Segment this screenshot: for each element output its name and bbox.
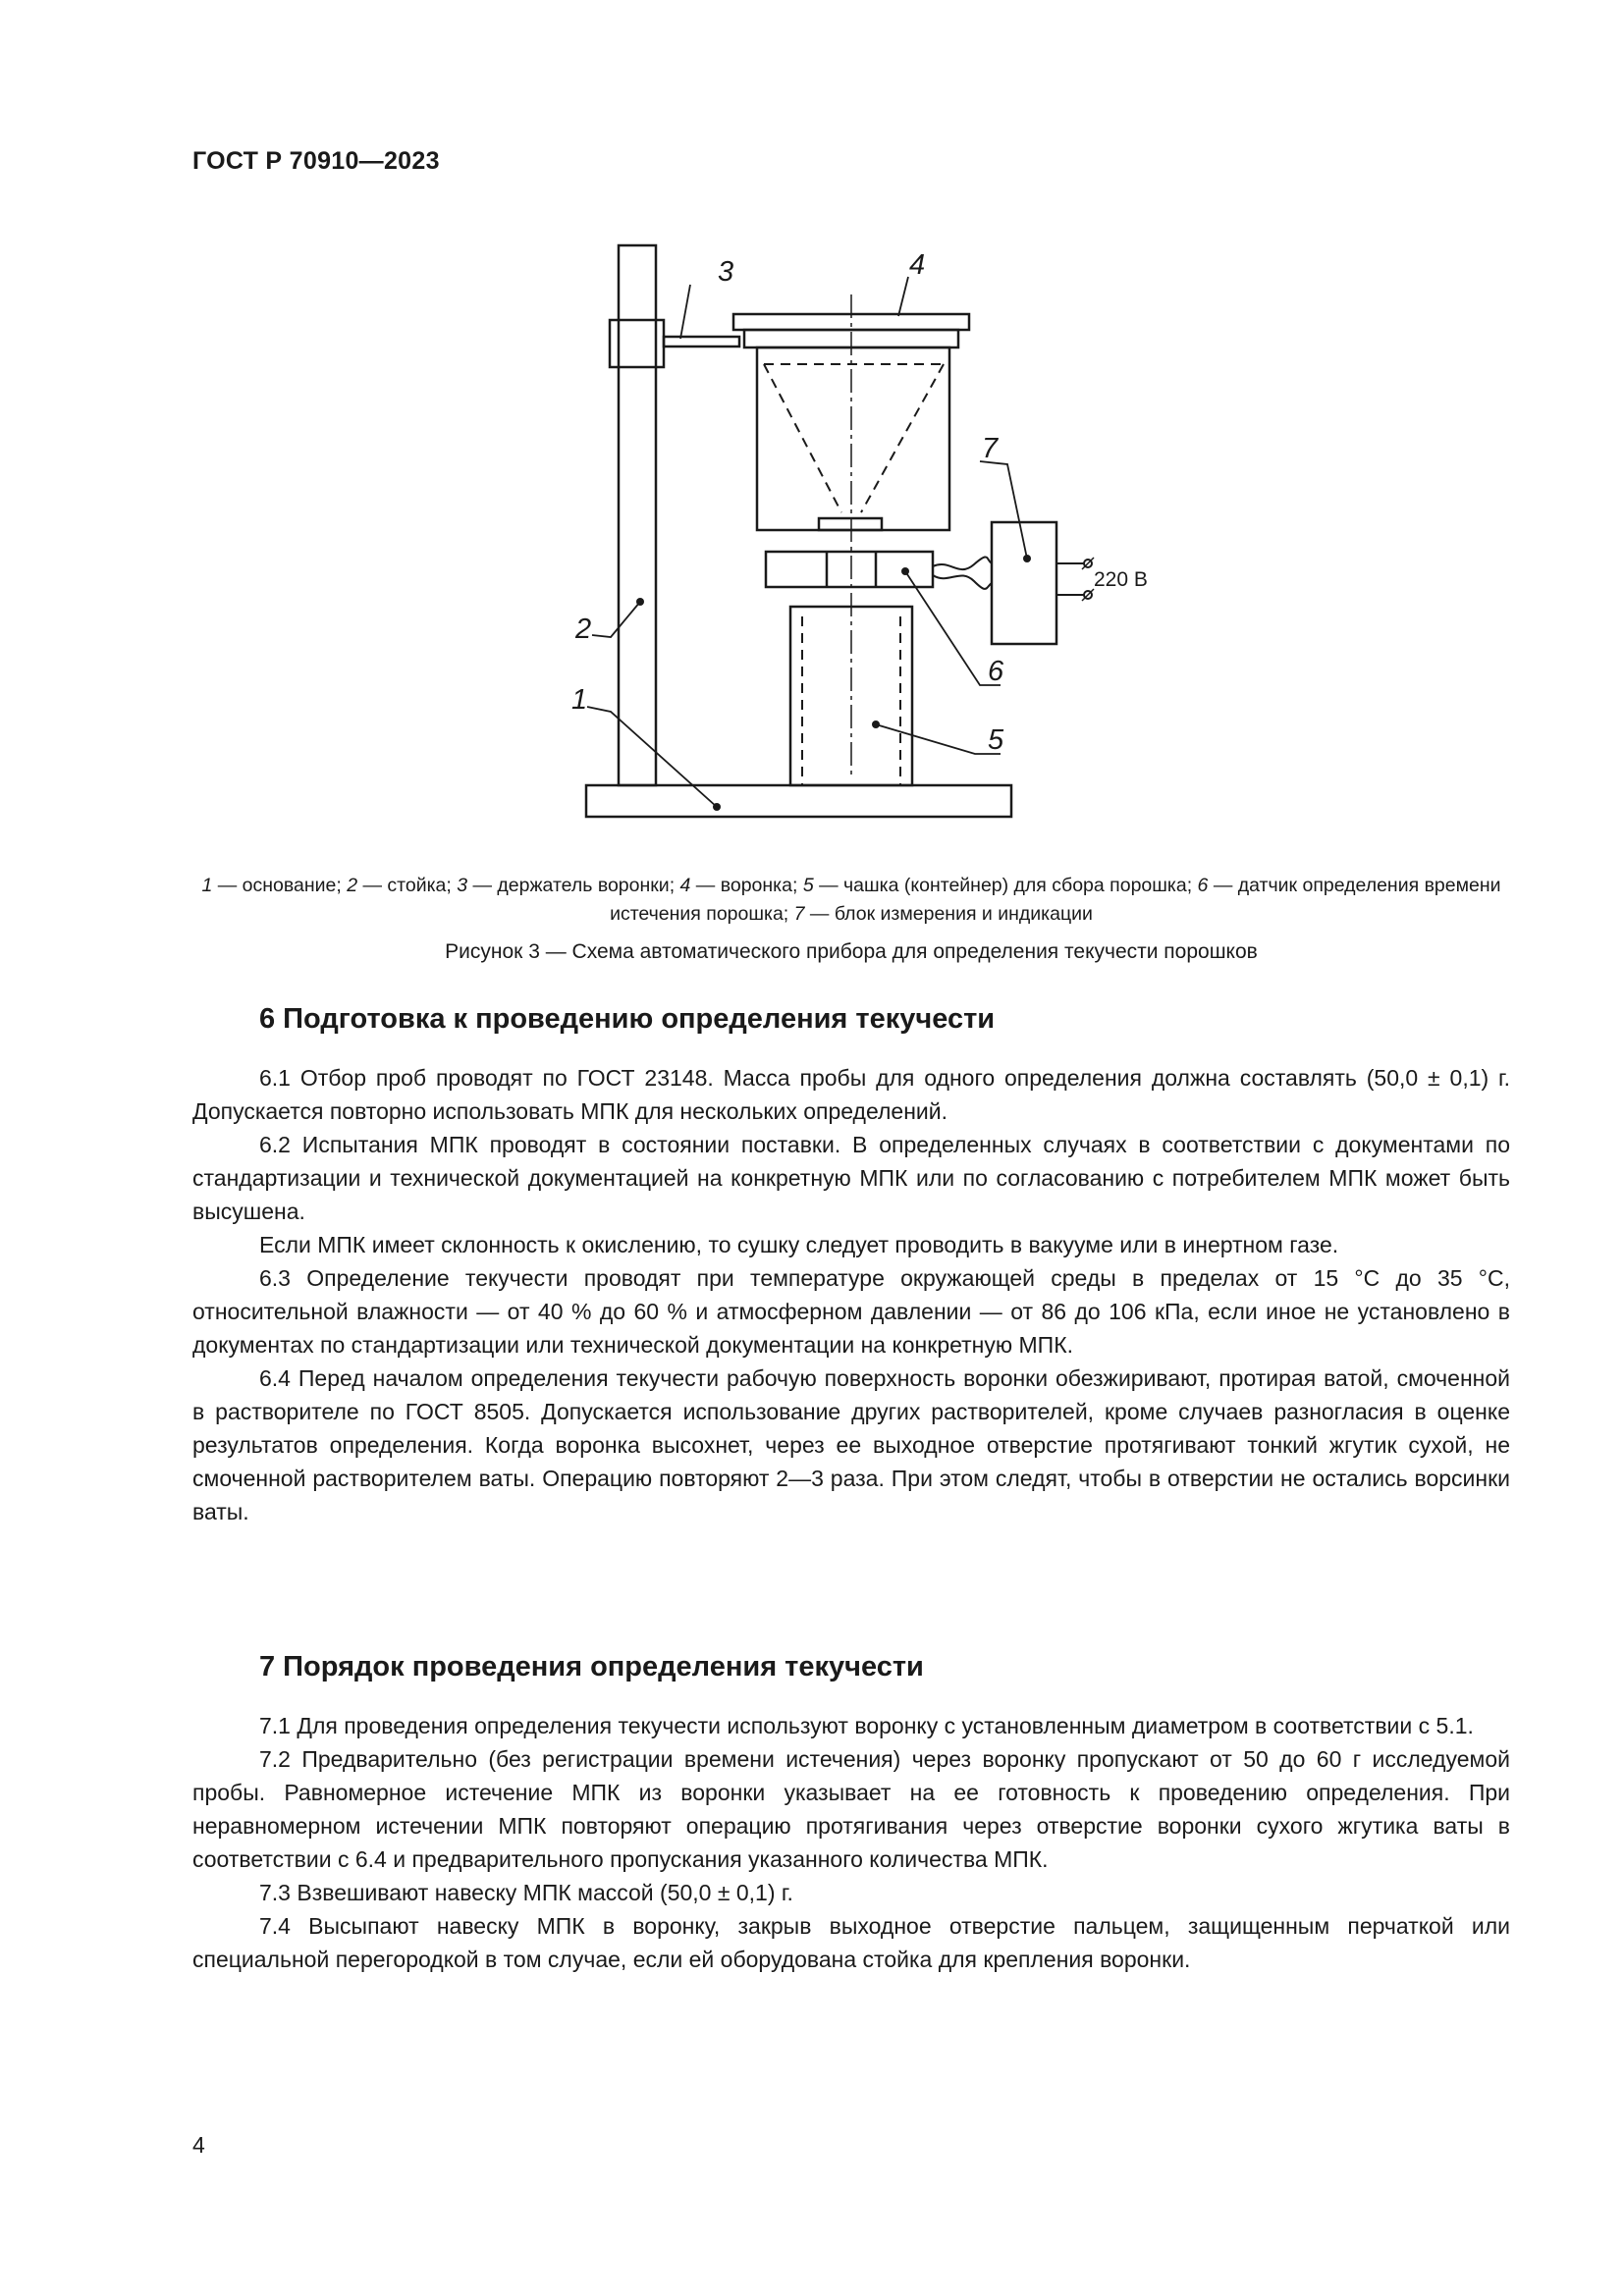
document-header: ГОСТ Р 70910—2023 [192, 147, 440, 175]
paragraph-7-4: 7.4 Высыпают навеску МПК в воронку, закрыв выходное отверстие пальцем, защищенным перчаткой или специальной перегородкой в том случае, если ей оборудована стойка для крепления воронки. [192, 1913, 1510, 1972]
holder-arm [664, 337, 739, 347]
callout-1: 1 [571, 684, 588, 716]
callout-5: 5 [988, 724, 1004, 756]
figure-caption: Рисунок 3 — Схема автоматического прибора для определения текучести порошков [445, 940, 1258, 963]
figure-legend: 1 — основание; 2 — стойка; 3 — держатель воронки; 4 — воронка; 5 — чашка (контейнер) для сбора порошка; 6 — датчик определения времени истечения порошка; 7 — блок измерения и индикации [201, 875, 1501, 925]
funnel-nozzle [819, 518, 882, 530]
section-6-title: 6 Подготовка к проведению определения текучести [259, 1003, 996, 1035]
paragraph-6-4: 6.4 Перед началом определения текучести рабочую поверхность воронки обезжиривают, протирая ватой, смоченной в растворителе по ГОСТ 8505. Допускается использование других растворителей, кроме случаев разногласия в оценке результатов определения. Когда воронка высохнет, через ее выходное отверстие протягивают тонкий жгутик сухой, не смоченной растворителем ваты. Операцию повторяют 2—3 раза. При этом следят, чтобы в отверстии не остались ворсинки ваты. [192, 1365, 1510, 1524]
callout-4: 4 [909, 249, 926, 281]
callout-2: 2 [575, 614, 592, 645]
section-7-title: 7 Порядок проведения определения текучести [259, 1651, 924, 1682]
stand-column [619, 245, 656, 785]
paragraph-6-3: 6.3 Определение текучести проводят при температуре окружающей среды в пределах от 15 °C до 35 °C, относительной влажности — от 40 % до 60 % и атмосферном давлении — от 86 до 106 кПа, если иное не установлено в документах по стандартизации или технической документации на конкретную МПК. [192, 1265, 1510, 1358]
apparatus-diagram [550, 236, 1148, 825]
paragraph-6-1: 6.1 Отбор проб проводят по ГОСТ 23148. Масса пробы для одного определения должна составлять (50,0 ± 0,1) г. Допускается повторно использовать МПК для нескольких определений. [192, 1065, 1510, 1124]
callout-3: 3 [718, 256, 734, 288]
paragraph-6-2-note: Если МПК имеет склонность к окислению, то сушку следует проводить в вакууме или в инертном газе. [259, 1232, 1339, 1257]
paragraph-7-1: 7.1 Для проведения определения текучести используют воронку с установленным диаметром в соответствии с 5.1. [259, 1713, 1474, 1738]
page-number: 4 [192, 2132, 205, 2158]
callout-7: 7 [982, 433, 999, 464]
paragraph-7-2: 7.2 Предварительно (без регистрации времени истечения) через воронку пропускают от 50 до 60 г исследуемой пробы. Равномерное истечение МПК из воронки указывает на ее готовность к проведению определения. При неравномерном истечении МПК повторяют операцию протягивания через отверстие воронки сухого жгутика ваты в соответствии с 6.4 и предварительного пропускания указанного количества МПК. [192, 1746, 1510, 1872]
callout-6: 6 [988, 656, 1004, 687]
paragraph-6-2: 6.2 Испытания МПК проводят в состоянии поставки. В определенных случаях в соответствии с документами по стандартизации и технической документацией на конкретную МПК или по согласованию с потребителем МПК может быть высушена. [192, 1132, 1510, 1224]
paragraph-7-3: 7.3 Взвешивают навеску МПК массой (50,0 ± 0,1) г. [259, 1880, 793, 1905]
funnel-body [757, 347, 949, 530]
section-7 [192, 1651, 1510, 1976]
section-6 [192, 1003, 1510, 1528]
base-plate [586, 785, 1011, 817]
voltage-label: 220 В [1094, 568, 1148, 591]
